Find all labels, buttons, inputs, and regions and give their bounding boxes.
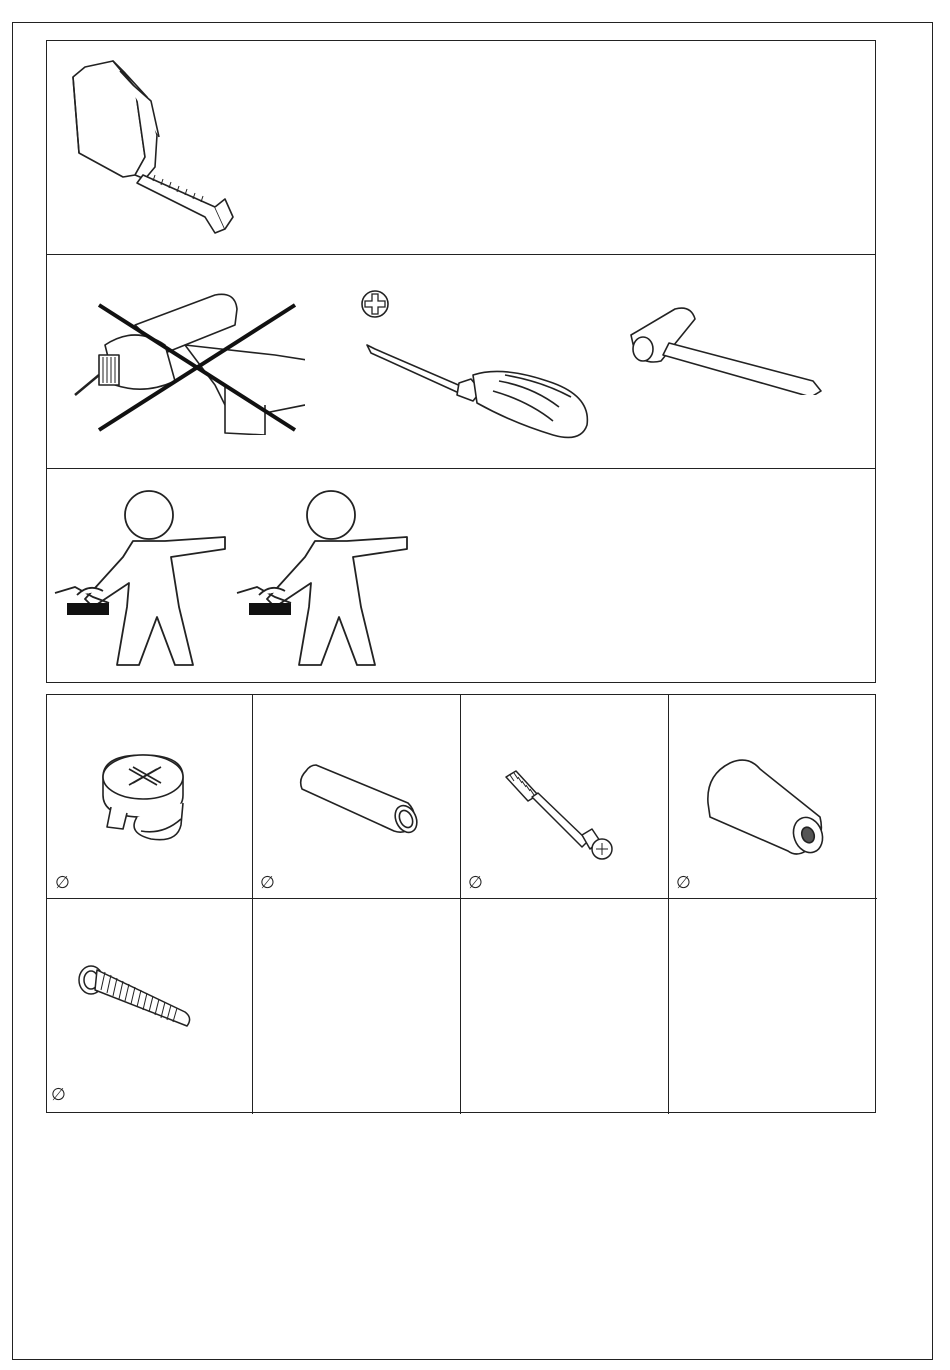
- grid-divider: [252, 695, 253, 1114]
- grid-divider: [668, 695, 669, 1114]
- dowel-icon: [294, 759, 424, 839]
- part-cell-empty: [462, 900, 668, 1113]
- cone-spacer-icon: [700, 755, 830, 865]
- measuring-tools-panel: [46, 40, 876, 255]
- diameter-symbol: ∅: [55, 873, 70, 893]
- diameter-symbol: ∅: [51, 1085, 66, 1105]
- assembly-people-panel: [46, 468, 876, 683]
- part-cell-empty: [670, 900, 877, 1113]
- cam-bolt-icon: [502, 769, 622, 865]
- diameter-symbol: ∅: [676, 873, 691, 893]
- cam-lock-icon: [97, 747, 187, 847]
- part-cell-cam-bolt: [462, 695, 668, 898]
- diameter-symbol: ∅: [468, 873, 483, 893]
- grid-divider: [47, 898, 877, 899]
- part-cell-wooden-dowel: [254, 695, 460, 898]
- part-cell-cam-lock: [47, 695, 252, 898]
- person-with-toolbox-icon: [53, 487, 233, 671]
- power-drill-crossed-icon: [65, 285, 305, 435]
- part-cell-machine-screw: [47, 900, 252, 1113]
- phillips-symbol-icon: [360, 289, 390, 319]
- hammer-icon: [621, 295, 831, 395]
- machine-screw-icon: [75, 960, 195, 1040]
- grid-divider: [460, 695, 461, 1114]
- parts-grid: [46, 694, 876, 1113]
- assembly-tools-panel: [46, 254, 876, 469]
- diameter-symbol: ∅: [260, 873, 275, 893]
- person-with-toolbox-icon: [235, 487, 415, 671]
- part-cell-cone-spacer: [670, 695, 877, 898]
- phillips-screwdriver-icon: [363, 335, 593, 445]
- tape-measure-icon: [65, 57, 265, 237]
- part-cell-empty: [254, 900, 460, 1113]
